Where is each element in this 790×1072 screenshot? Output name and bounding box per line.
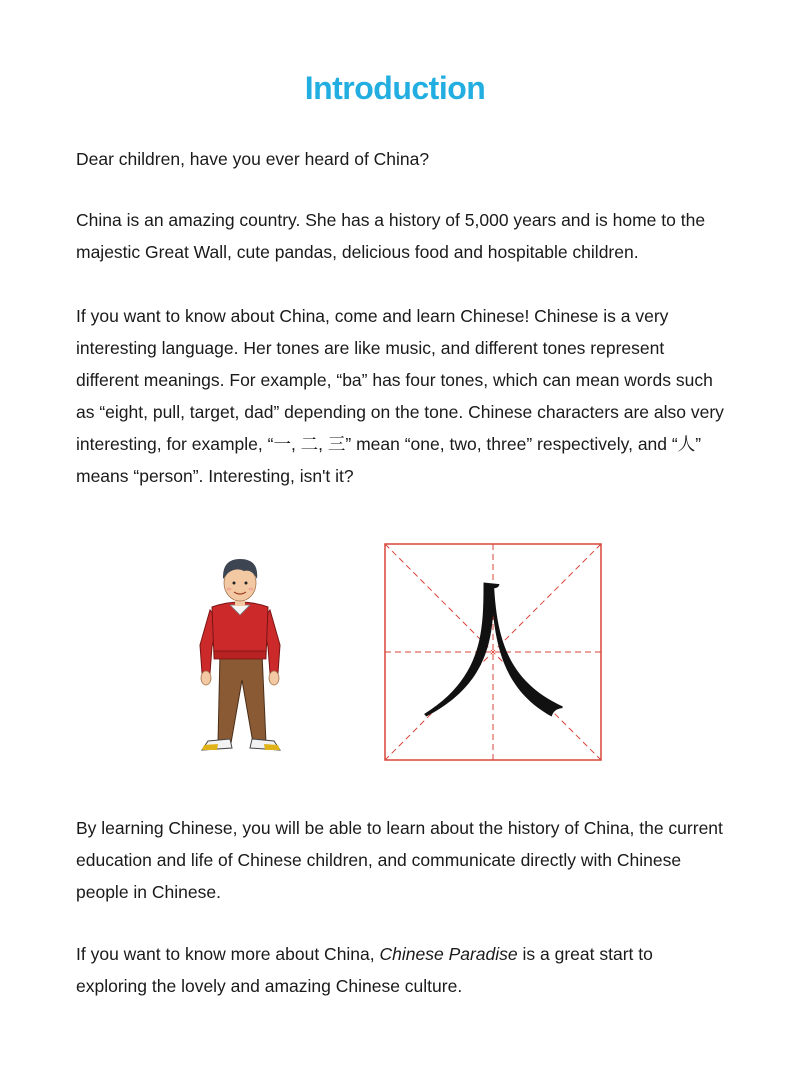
character-grid <box>384 543 602 761</box>
paragraph-chinese-paradise <box>76 938 726 1002</box>
page-title: Introduction <box>304 70 486 106</box>
p5-text-after: is a great start to exploring the lovely and amazing Chinese culture. <box>76 944 653 996</box>
character-ren: 人 <box>417 567 569 741</box>
paragraph-greeting: Dear children, have you ever heard of China? <box>76 149 430 169</box>
paragraph-learn-chinese: If you want to know about China, come and learn Chinese! Chinese is a very interesting language. Her tones are like music, and different tones represent different meanings. For example, “ba” has four tones, which can mean words such as “eight, pull, target, dad” depending on the tone. Chinese characters are also very interesting, for example, “一, 二, 三” mean “one, two, three” respectively, and “人” means “person”. Interesting, isn't it? <box>76 306 724 486</box>
p5-text-before: If you want to know more about China, <box>76 944 380 964</box>
paragraph-china-intro: China is an amazing country. She has a history of 5,000 years and is home to the majestic Great Wall, cute pandas, delicious food and hospitable children. <box>76 210 706 262</box>
book-title: Chinese Paradise <box>379 944 518 964</box>
boy-illustration <box>180 545 300 760</box>
paragraph-learning-benefits: By learning Chinese, you will be able to learn about the history of China, the current education and life of Chinese children, and communicate directly with Chinese people in Chinese. <box>76 818 723 902</box>
